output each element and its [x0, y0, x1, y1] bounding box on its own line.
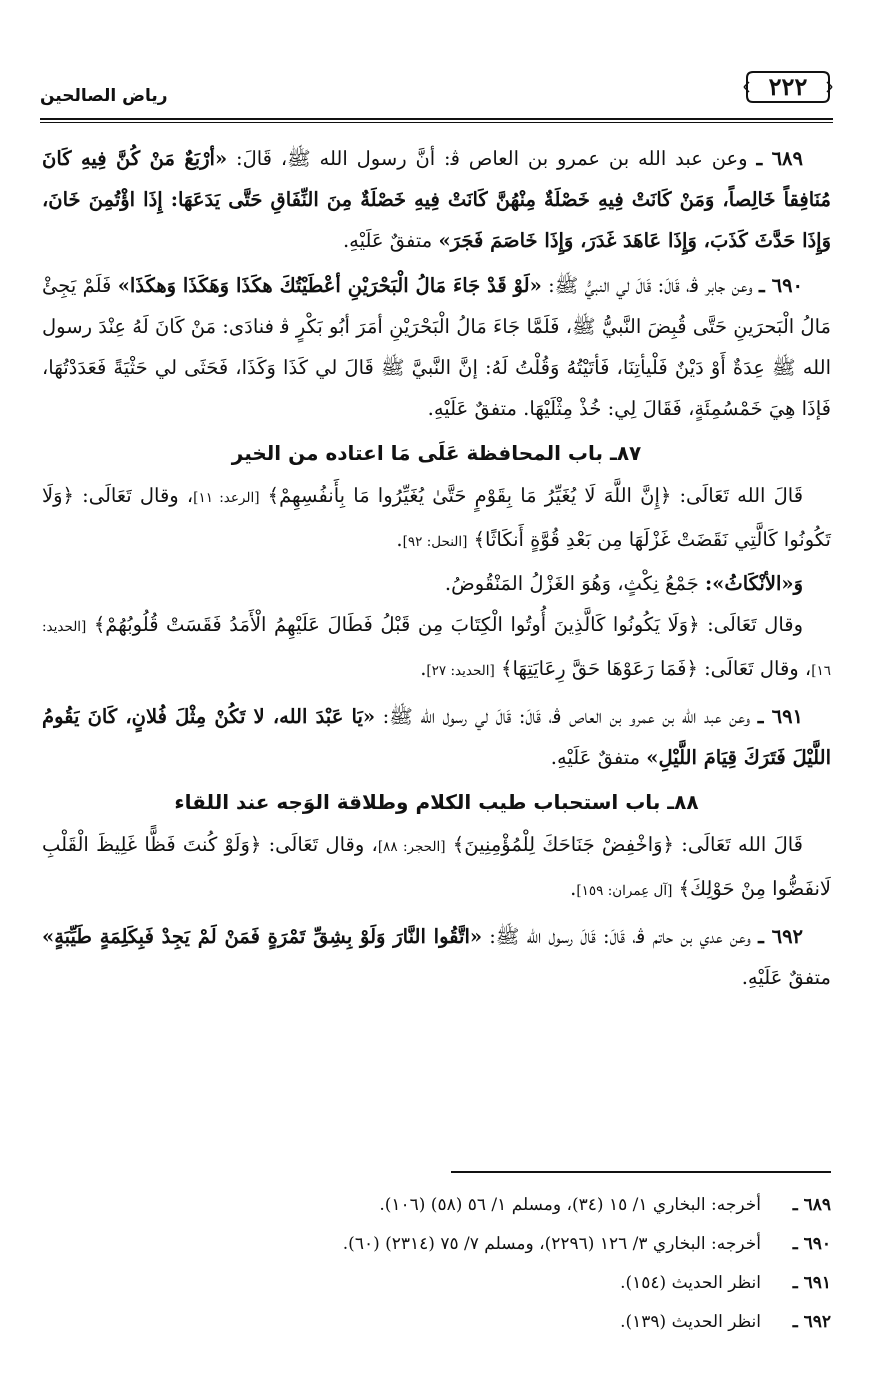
quran-verse: ﴿وَلَا يَكُونُوا كَالَّذِينَ أُوتُوا الْكِتَابَ مِن قَبْلُ فَطَالَ عَلَيْهِمُ الْأَمَدُ فَقَسَتْ قُلُوبُهُمْ﴾: [93, 613, 700, 636]
verse-intro: ، وقال تَعَالَى:: [704, 657, 812, 680]
footnote-item: [42, 1264, 831, 1303]
chapter-heading-88: ٨٨ـ باب استحباب طيب الكلام وطلاقة الوَجه عند اللقاء: [174, 790, 699, 814]
quran-verse: ﴿فَمَا رَعَوْهَا حَقَّ رِعَايَتِهَا﴾: [501, 657, 698, 680]
verse-intro: قَالَ الله تَعَالَى:: [679, 484, 804, 507]
footnote-text: أخرجه: البخاري ٣/ ١٢٦ (٢٢٩٦)، ومسلم ٧/ ٧٥ (٢٣١٤) (٦٠).: [342, 1234, 761, 1254]
verse-reference: [الحديد: ١٦]: [42, 619, 831, 679]
quran-verse: ﴿وَلَا تَكُونُوا كَالَّتِي نَقَضَتْ غَزْلَهَا مِن بَعْدِ قُوَّةٍ أَنكَاثًا﴾: [42, 484, 831, 551]
chapter-88-verses: قَالَ الله تَعَالَى: ﴿وَاخْفِضْ جَنَاحَكَ لِلْمُؤْمِنِينَ﴾ [الحجر: ٨٨]، وقال تَعَالَى: ﴿وَلَوْ كُنتَ فَظًّا غَلِيظَ الْقَلْبِ لَانفَضُّوا مِنْ حَوْلِكَ﴾ [آل عِمران: ١٥٩].: [42, 833, 831, 900]
hadith-number: ٦٩١ ـ: [757, 705, 804, 728]
verse-intro: قَالَ الله تَعَالَى:: [681, 833, 804, 856]
book-title: رياض الصالحين: [40, 86, 168, 106]
hadith-text: «أرْبَعٌ مَنْ كُنَّ فِيهِ كَانَ مُنَافِقاً خَالِصاً، وَمَنْ كَانَتْ فِيهِ خَصْلَةٌ مِنْهُنَّ كَانَتْ فِيهِ خَصْلَةٌ مِنَ النِّفَاقِ حَتَّى يَدَعَهَا: إِذَا اؤْتُمِنَ خَانَ، وَإِذَا حَدَّثَ كَذَبَ، وَإِذَا عَاهَدَ غَدَرَ، وَإِذَا خَاصَمَ فَجَرَ»: [42, 147, 831, 252]
footnote-text: أخرجه: البخاري ١/ ١٥ (٣٤)، ومسلم ١/ ٥٦ (٥٨) (١٠٦).: [379, 1195, 761, 1215]
verse-intro: وقال تَعَالَى:: [707, 613, 804, 636]
hadith-number: ٦٩٠ ـ: [758, 274, 804, 297]
gloss-word: وَ«الأنْكَاثُ»:: [704, 572, 803, 595]
hadith-690: [42, 265, 831, 429]
hadith-text: «لَوْ قَدْ جَاءَ مَالُ الْبَحْرَيْنِ أعْطَيْتُكَ هكَذَا وَهَكَذَا وَهكَذَا»: [117, 274, 542, 297]
footnote-item: [42, 1225, 831, 1264]
verse-reference: [النحل: ٩٢]: [402, 534, 468, 550]
hadith-number: ٦٩٢ ـ: [758, 925, 804, 948]
footnote-item: [42, 1186, 831, 1225]
footnotes: [42, 1186, 831, 1342]
hadith-691: [42, 696, 831, 778]
verse-reference: [الحديد: ٢٧]: [426, 663, 495, 679]
footnote-number: ٦٩١ ـ: [792, 1273, 831, 1293]
page-header: [40, 62, 833, 120]
page-body: [42, 138, 831, 1002]
footnote-number: ٦٩٠ ـ: [792, 1234, 831, 1254]
footnote-number: ٦٩٢ ـ: [792, 1312, 831, 1332]
footnote-text: انظر الحديث (١٥٤).: [620, 1273, 761, 1293]
hadith-689: [42, 138, 831, 261]
page-number-frame: [743, 68, 833, 106]
footnote-number: ٦٨٩ ـ: [792, 1195, 831, 1215]
chapter-87-verses: قَالَ الله تَعَالَى: ﴿إِنَّ اللَّهَ لَا يُغَيِّرُ مَا بِقَوْمٍ حَتَّىٰ يُغَيِّرُوا مَا بِأَنفُسِهِمْ﴾ [الرعد: ١١]، وقال تَعَالَى: ﴿وَلَا تَكُونُوا كَالَّتِي نَقَضَتْ غَزْلَهَا مِن بَعْدِ قُوَّةٍ أَنكَاثًا﴾ [النحل: ٩٢].: [42, 484, 831, 551]
verse-reference: [الرعد: ١١]: [193, 490, 260, 506]
footnote-item: [42, 1303, 831, 1342]
gloss-text: جَمْعُ نِكْثٍ، وَهُوَ الغَزْلُ المَنْقُوضُ.: [444, 572, 699, 595]
gloss-line: [42, 563, 831, 604]
verse-reference: [الحجر: ٨٨]: [377, 839, 446, 855]
chapter-heading-87: ٨٧ـ باب المحافظة عَلَى مَا اعتاده من الخير: [231, 441, 642, 465]
hadith-692: [42, 916, 831, 998]
hadith-grading: متفقٌ عَلَيْهِ.: [342, 229, 433, 252]
header-divider: [40, 118, 833, 120]
footnote-text: انظر الحديث (١٣٩).: [620, 1312, 761, 1332]
verse-reference: [آل عِمران: ١٥٩]: [576, 883, 673, 899]
hadith-text: «يَا عَبْدَ الله، لا تَكُنْ مِثْلَ فُلانٍ، كَانَ يَقُومُ اللَّيْلَ فَتَرَكَ قِيَامَ اللَّيْلِ»: [42, 705, 831, 769]
hadith-rest: فَلَمْ يَجِئْ مَالُ الْبَحرَينِ حَتَّى قُبِضَ النَّبيُّ ﷺ، فَلَمَّا جَاءَ مَالُ الْبَحْرَيْنِ أمَرَ أبُو بَكْرٍ ﭬ فنادَى: مَنْ كَانَ لَهُ عِنْدَ رسول الله ﷺ عِدَةٌ أَوْ دَيْنٌ فَلْيأتِنَا، فَأتَيْتُهُ وَقُلْتُ لَهُ: إنَّ النَّبيَّ ﷺ قَالَ لي كَذَا وَكَذَا، فَحَثَى لي حَثْيَةً فَعَدَدْتُهَا، فَإذَا هِيَ خَمْسُمِئَةٍ، فَقَالَ لِي: خُذْ مِثْلَيْهَا. متفقٌ عَلَيْهِ.: [42, 274, 831, 420]
chapter-87-verses-2: وقال تَعَالَى: ﴿وَلَا يَكُونُوا كَالَّذِينَ أُوتُوا الْكِتَابَ مِن قَبْلُ فَطَالَ عَلَيْهِمُ الْأَمَدُ فَقَسَتْ قُلُوبُهُمْ﴾ [الحديد: ١٦]، وقال تَعَالَى: ﴿فَمَا رَعَوْهَا حَقَّ رِعَايَتِهَا﴾ [الحديد: ٢٧].: [42, 613, 831, 680]
hadith-intro: وعن جابر ﭬ، قَالَ: قَالَ لي النبيُّ ﷺ:: [548, 274, 753, 297]
hadith-grading: متفقٌ عَلَيْهِ.: [550, 746, 641, 769]
quran-verse: ﴿وَلَوْ كُنتَ فَظًّا غَلِيظَ الْقَلْبِ لَانفَضُّوا مِنْ حَوْلِكَ﴾: [42, 833, 831, 900]
hadith-text: «اتَّقُوا النَّارَ وَلَوْ بِشِقِّ تَمْرَةٍ فَمَنْ لَمْ يَجِدْ فَبِكَلِمَةٍ طَيِّبَةٍ»: [42, 925, 483, 948]
quran-verse: ﴿إِنَّ اللَّهَ لَا يُغَيِّرُ مَا بِقَوْمٍ حَتَّىٰ يُغَيِّرُوا مَا بِأَنفُسِهِمْ﴾: [267, 484, 672, 507]
verse-intro: ، وقال تَعَالَى:: [82, 484, 194, 507]
hadith-intro: وعن عدي بن حاتم ﭬ، قَالَ: قَالَ رسول الله ﷺ:: [489, 925, 751, 948]
verse-intro: ، وقال تَعَالَى:: [268, 833, 378, 856]
header-divider-thin: [40, 122, 833, 123]
hadith-grading: متفقٌ عَلَيْهِ.: [741, 966, 831, 989]
hadith-number: ٦٨٩ ـ: [756, 147, 803, 170]
footnote-divider: [451, 1171, 831, 1173]
quran-verse: ﴿وَاخْفِضْ جَنَاحَكَ لِلْمُؤْمِنِينَ﴾: [452, 833, 674, 856]
hadith-intro: وعن عبد الله بن عمرو بن العاص ﭬ، قَالَ: قَالَ لي رسول الله ﷺ:: [382, 705, 751, 728]
page-number: ٢٢٢: [768, 72, 808, 101]
hadith-intro: وعن عبد الله بن عمرو بن العاص ﭬ: أنَّ رسول الله ﷺ، قَالَ:: [236, 147, 748, 170]
